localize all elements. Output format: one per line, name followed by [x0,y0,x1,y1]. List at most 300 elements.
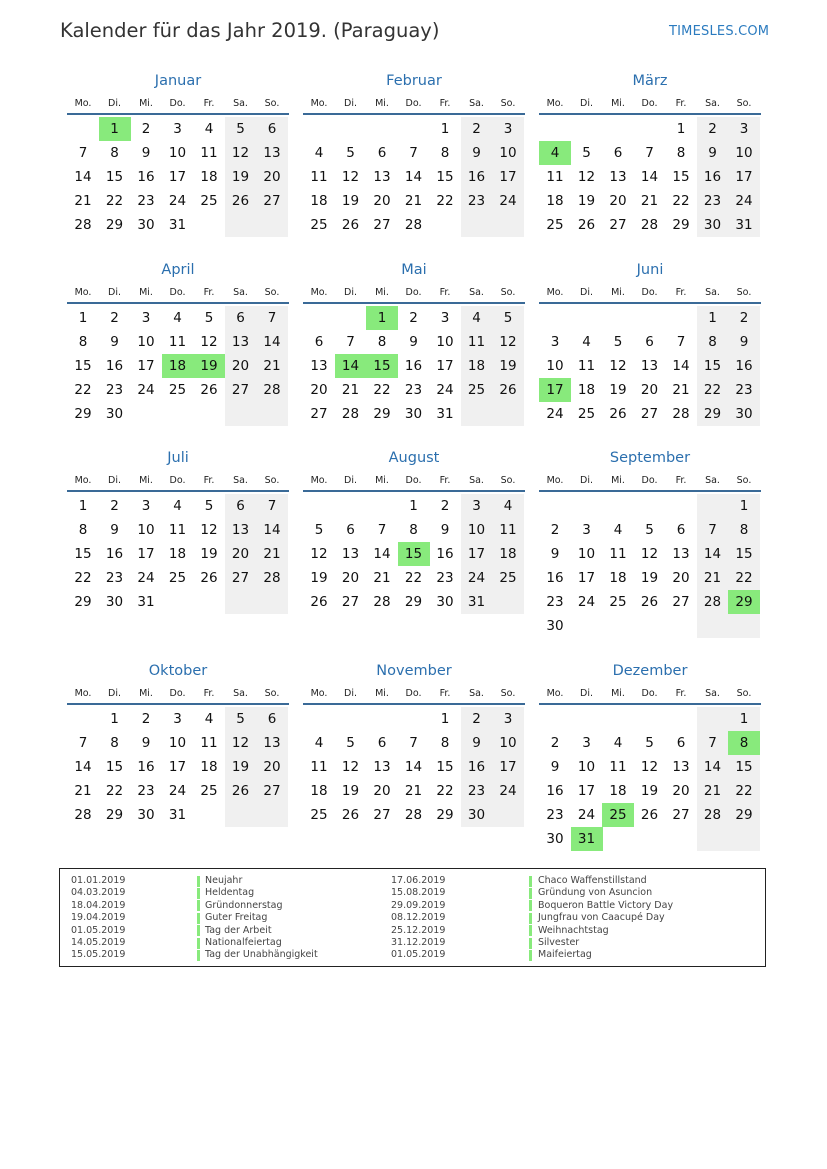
calendar-day: 14 [640,169,659,185]
calendar-day: 23 [546,807,564,823]
weekday-label: Mi. [139,688,153,699]
calendar-day: 8 [110,735,119,751]
holiday-marker [197,925,200,936]
weekday-header [539,688,761,702]
calendar-day: 7 [409,145,418,161]
calendar-day: 20 [310,382,328,398]
calendar-day: 22 [74,382,92,398]
calendar-day: 5 [503,310,513,326]
holiday-date: 25.12.2019 [391,924,446,936]
calendar-day: 16 [546,783,564,799]
calendar-day: 27 [609,217,627,233]
calendar-day: 19 [640,783,659,799]
calendar-day: 20 [373,783,391,799]
calendar-day: 5 [645,522,654,538]
calendar-day: 30 [105,406,124,422]
calendar-day: 28 [74,217,92,233]
calendar-day: 30 [735,406,753,422]
calendar-day: 21 [74,193,92,209]
calendar-day: 23 [735,382,753,398]
calendar-day: 24 [546,406,564,422]
weekday-label: Mi. [375,98,389,109]
weekend-cell [461,402,493,426]
calendar-day: 27 [373,807,391,823]
weekend-cell [461,213,493,237]
calendar-day: 21 [672,382,690,398]
weekday-header [303,287,525,301]
weekday-label: Sa. [469,688,484,699]
calendar-day: 2 [141,711,151,727]
calendar-day: 3 [550,334,560,350]
calendar-day: 3 [472,498,481,514]
weekday-label: Sa. [469,475,484,486]
holiday-date: 01.05.2019 [71,924,126,936]
weekend-cell [256,590,288,614]
holiday-marker [529,888,532,899]
calendar-day: 4 [582,334,591,350]
header-rule [539,490,761,492]
weekday-label: Fr. [439,287,451,298]
calendar-day: 21 [404,783,423,799]
calendar-day: 11 [577,358,596,374]
calendar-day: 6 [236,498,245,514]
calendar-day: 5 [613,334,623,350]
calendar-day: 22 [436,783,454,799]
calendar-day: 20 [263,759,281,775]
calendar-day: 5 [582,145,591,161]
calendar-day: 17 [735,169,753,185]
calendar-day: 8 [440,735,450,751]
calendar-day: 18 [546,193,564,209]
calendar-day: 9 [110,522,119,538]
holiday-day: 4 [539,141,571,165]
calendar-day: 19 [609,382,627,398]
calendar-day: 9 [440,522,450,538]
calendar-day: 26 [200,570,218,586]
holiday-name: Silvester [538,937,580,948]
holiday-name: Gründonnerstag [205,899,283,911]
calendar-day: 22 [373,382,391,398]
calendar-day: 30 [467,807,486,823]
calendar-day: 24 [499,783,517,799]
calendar-day: 13 [263,145,281,161]
holiday-marker [529,876,532,887]
weekday-label: Sa. [705,688,720,699]
calendar-day: 29 [74,594,92,610]
holiday-day: 1 [366,306,398,330]
calendar-day: 6 [267,711,277,727]
calendar-day: 25 [310,807,328,823]
weekday-label: Mi. [611,475,625,486]
header-rule [539,113,761,115]
calendar-day: 23 [137,193,155,209]
weekday-label: Mo. [310,688,328,699]
calendar-day: 3 [582,522,591,538]
calendar-day: 28 [373,594,391,610]
holiday-name: Nationalfeiertag [205,937,282,948]
calendar-day: 7 [267,310,277,326]
calendar-day: 30 [404,406,423,422]
calendar-day: 29 [735,807,753,823]
calendar-day: 19 [640,570,659,586]
calendar-day: 4 [173,310,182,326]
calendar-day: 2 [472,711,481,727]
calendar-day: 12 [310,546,328,562]
calendar-day: 21 [263,546,281,562]
holiday-date: 14.05.2019 [71,937,126,948]
calendar-day: 13 [672,759,690,775]
header-rule [67,113,289,115]
calendar-day: 10 [168,145,187,161]
calendar-day: 28 [404,807,423,823]
calendar-day: 15 [672,169,690,185]
calendar-day: 30 [703,217,722,233]
calendar-day: 9 [708,145,717,161]
calendar-day: 28 [263,570,281,586]
calendar-day: 8 [78,334,88,350]
holiday-marker [197,950,200,961]
weekday-label: So. [500,475,516,486]
holiday-name: Jungfrau von Caacupé Day [538,912,665,924]
weekday-label: Mi. [375,688,389,699]
calendar-day: 27 [672,594,690,610]
calendar-day: 10 [137,334,155,350]
calendar-day: 7 [78,735,88,751]
calendar-day: 3 [141,310,151,326]
weekday-label: Mo. [310,475,328,486]
calendar-day: 4 [173,498,182,514]
calendar-day: 10 [499,735,517,751]
calendar-day: 19 [310,570,328,586]
holiday-marker [197,900,200,911]
calendar-day: 12 [200,522,218,538]
weekday-label: Do. [169,688,186,699]
header-rule [67,490,289,492]
calendar-day: 31 [735,217,753,233]
weekday-label: Do. [405,475,422,486]
calendar-day: 2 [409,310,418,326]
weekday-label: Fr. [439,475,451,486]
calendar-day: 21 [640,193,659,209]
calendar-day: 21 [404,193,423,209]
calendar-day: 4 [613,522,623,538]
calendar-day: 24 [168,193,187,209]
calendar-day: 25 [168,382,187,398]
calendar-day: 7 [78,145,88,161]
holiday-date: 31.12.2019 [391,937,446,948]
calendar-day: 26 [577,217,596,233]
calendar-day: 17 [499,169,517,185]
holiday-name: Tag der Arbeit [205,924,272,936]
weekend-cell [256,213,288,237]
calendar-day: 25 [200,193,218,209]
calendar-day: 27 [672,807,690,823]
holiday-marker [529,938,532,949]
month-name: August [388,450,440,466]
calendar-day: 24 [436,382,454,398]
calendar-day: 29 [672,217,690,233]
weekday-label: Sa. [233,287,248,298]
calendar-day: 24 [577,594,596,610]
calendar-day: 22 [436,193,454,209]
calendar-day: 5 [204,498,214,514]
calendar-day: 24 [137,382,155,398]
holiday-date: 08.12.2019 [391,912,446,924]
weekday-label: Fr. [675,475,687,486]
calendar-day: 22 [74,570,92,586]
holiday-marker [197,913,200,924]
calendar-day: 14 [404,169,423,185]
calendar-day: 20 [672,783,690,799]
weekday-label: Fr. [439,688,451,699]
weekday-label: Mo. [310,98,328,109]
calendar-day: 15 [436,759,454,775]
calendar-day: 22 [672,193,690,209]
weekend-cell [728,614,760,638]
calendar-day: 15 [74,358,92,374]
weekday-label: Mi. [611,688,625,699]
calendar-day: 1 [110,711,119,727]
weekday-label: Mi. [139,287,153,298]
calendar-day: 18 [609,570,627,586]
weekday-label: Sa. [705,475,720,486]
calendar-day: 3 [440,310,450,326]
weekday-label: Mo. [74,98,92,109]
calendar-day: 6 [613,145,623,161]
page-title: Kalender für das Jahr 2019. (Paraguay) [60,19,440,42]
calendar-day: 8 [739,522,749,538]
calendar-day: 3 [739,121,749,137]
calendar-day: 20 [341,570,360,586]
calendar-day: 13 [341,546,360,562]
calendar-day: 19 [231,759,250,775]
calendar-day: 2 [550,735,560,751]
calendar-day: 17 [137,546,155,562]
calendar-day: 11 [310,169,328,185]
calendar-day: 10 [436,334,454,350]
weekday-label: So. [736,475,752,486]
weekend-cell [225,402,257,426]
calendar-day: 21 [703,783,722,799]
weekday-label: Di. [108,688,121,699]
weekday-header [303,475,525,489]
calendar-day: 29 [105,217,124,233]
calendar-day: 13 [609,169,627,185]
calendar-day: 19 [341,783,360,799]
weekday-label: Sa. [233,475,248,486]
weekday-label: Mi. [611,98,625,109]
calendar-day: 20 [609,193,627,209]
calendar-day: 22 [105,783,124,799]
calendar-day: 1 [708,310,717,326]
weekend-cell [728,827,760,851]
calendar-day: 29 [436,807,454,823]
calendar-day: 25 [546,217,564,233]
holiday-day: 15 [398,542,430,566]
weekday-label: Sa. [469,98,484,109]
calendar-day: 16 [546,570,564,586]
calendar-day: 27 [231,570,250,586]
weekday-label: Mi. [375,475,389,486]
calendar-day: 15 [105,169,124,185]
calendar-day: 30 [546,831,564,847]
calendar-day: 8 [708,334,717,350]
calendar-day: 10 [577,546,596,562]
calendar-day: 24 [137,570,155,586]
month-name: November [376,663,452,679]
calendar-day: 2 [440,498,450,514]
calendar-day: 25 [577,406,596,422]
calendar-day: 27 [341,594,360,610]
calendar-day: 15 [105,759,124,775]
calendar-day: 18 [577,382,596,398]
calendar-day: 18 [467,358,486,374]
calendar-day: 4 [613,735,623,751]
calendar-day: 2 [708,121,717,137]
holiday-day: 25 [602,803,634,827]
calendar-day: 29 [74,406,92,422]
calendar-day: 1 [440,121,450,137]
calendar-day: 17 [499,759,517,775]
calendar-day: 10 [735,145,753,161]
site-link[interactable]: TIMESLES.COM [669,24,770,39]
calendar-day: 26 [609,406,627,422]
weekend-cell [256,402,288,426]
weekday-label: Di. [580,98,593,109]
calendar-day: 13 [263,735,281,751]
weekday-label: Fr. [203,475,215,486]
calendar-day: 18 [168,546,187,562]
calendar-day: 9 [550,546,560,562]
holiday-name: Chaco Waffenstillstand [538,875,647,886]
calendar-day: 31 [168,217,187,233]
calendar-day: 30 [436,594,454,610]
weekday-label: Mo. [546,287,564,298]
calendar-day: 9 [739,334,749,350]
calendar-day: 31 [467,594,486,610]
holiday-name: Heldentag [205,887,255,899]
weekday-label: Mo. [74,287,92,298]
calendar-day: 26 [640,807,659,823]
weekday-label: Fr. [439,98,451,109]
calendar-day: 14 [263,522,281,538]
calendar-day: 16 [105,546,124,562]
calendar-day: 10 [137,522,155,538]
calendar-day: 11 [499,522,517,538]
calendar-day: 27 [263,783,281,799]
calendar-day: 23 [467,193,486,209]
calendar-day: 14 [373,546,391,562]
calendar-day: 12 [231,145,250,161]
calendar-day: 14 [74,169,92,185]
weekday-header [67,688,289,702]
holiday-name: Weihnachtstag [538,924,609,936]
weekday-header [303,688,525,702]
holiday-date: 01.01.2019 [71,875,126,886]
calendar-day: 20 [640,382,659,398]
calendar-day: 15 [735,546,753,562]
calendar-day: 1 [739,498,749,514]
weekday-label: Do. [169,98,186,109]
calendar-day: 1 [409,498,418,514]
calendar-day: 9 [409,334,418,350]
holiday-marker [529,913,532,924]
month-name: Juni [636,262,664,278]
calendar-day: 5 [645,735,654,751]
calendar-day: 8 [110,145,119,161]
weekend-cell [492,590,524,614]
calendar-day: 9 [141,735,151,751]
weekday-label: Mi. [139,98,153,109]
calendar-day: 11 [168,522,187,538]
calendar-day: 4 [314,145,324,161]
calendar-day: 27 [310,406,328,422]
calendar-day: 15 [735,759,753,775]
calendar-day: 16 [703,169,722,185]
calendar-day: 23 [703,193,722,209]
holiday-date: 18.04.2019 [71,899,126,911]
calendar-day: 5 [314,522,324,538]
holiday-marker [197,888,200,899]
weekend-cell [697,707,729,731]
calendar-day: 24 [735,193,753,209]
calendar-day: 9 [110,334,119,350]
calendar-day: 9 [550,759,560,775]
calendar-day: 6 [676,735,686,751]
calendar-day: 31 [137,594,155,610]
calendar-day: 9 [472,145,481,161]
calendar-day: 23 [467,783,486,799]
weekday-label: So. [264,475,280,486]
calendar-day: 23 [105,382,124,398]
calendar-day: 22 [105,193,124,209]
calendar-day: 29 [703,406,722,422]
weekday-label: Di. [344,287,357,298]
weekend-cell [225,590,257,614]
calendar-day: 6 [377,735,387,751]
weekend-cell [225,803,257,827]
weekday-label: Fr. [675,98,687,109]
holiday-name: Gründung von Asuncion [538,887,653,899]
calendar-day: 22 [735,570,753,586]
calendar-day: 25 [200,783,218,799]
holiday-day: 18 [162,354,194,378]
calendar-day: 20 [231,358,250,374]
calendar-day: 16 [735,358,753,374]
calendar-day: 19 [341,193,360,209]
weekday-label: So. [500,98,516,109]
calendar-day: 26 [200,382,218,398]
calendar-day: 18 [200,759,218,775]
calendar-day: 11 [168,334,187,350]
calendar-day: 12 [499,334,517,350]
calendar-day: 28 [263,382,281,398]
calendar-day: 3 [503,121,513,137]
calendar-day: 23 [404,382,423,398]
calendar-day: 26 [231,193,250,209]
weekday-label: Sa. [233,98,248,109]
weekday-header [539,475,761,489]
calendar-day: 3 [141,498,151,514]
calendar-day: 17 [168,169,187,185]
calendar-day: 2 [110,498,119,514]
calendar-day: 12 [341,759,360,775]
calendar-day: 4 [204,711,214,727]
calendar-day: 18 [310,193,328,209]
weekday-label: Di. [344,475,357,486]
calendar-day: 3 [173,121,182,137]
weekday-label: So. [264,688,280,699]
